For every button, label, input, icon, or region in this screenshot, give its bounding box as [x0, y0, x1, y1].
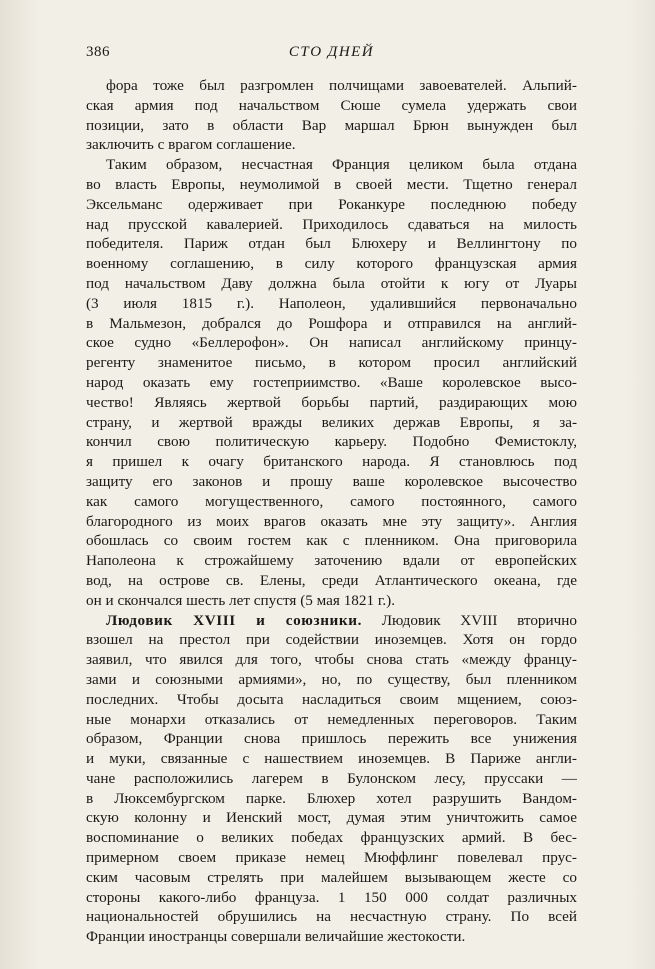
- text-line: во власть Европы, неумолимой в своей мести. Тщетно генерал: [86, 175, 577, 193]
- paragraph-first-line: [86, 611, 577, 631]
- text-line: регенту знаменитое письмо, в котором просил английский: [86, 354, 577, 372]
- text-line: последних. Чтобы досыта насладиться своим мщением, союз-: [86, 690, 577, 708]
- text-line: зами и союзными армиями», но, по существу, был пленником: [86, 670, 577, 688]
- paragraph: [86, 611, 577, 948]
- text-line: он и скончался шесть лет спустя (5 мая 1821 г.).: [86, 591, 396, 609]
- text-line: под начальством Даву должна была отойти к югу от Луары: [86, 274, 577, 292]
- book-page: [86, 44, 577, 947]
- section-heading: Людовик XVIII и союзники.: [106, 611, 363, 629]
- text-line: в Люксембургском парке. Блюхер хотел разрушить Вандом-: [86, 789, 577, 807]
- paragraph: [86, 155, 577, 610]
- text-line: Эксельманс одерживает при Роканкуре последнюю победу: [86, 195, 577, 213]
- text-line: примерном своем приказе немец Мюффлинг повелевал прус-: [86, 849, 577, 867]
- text-line: и муки, связанные с нашествием иноземцев. В Париже англи-: [86, 750, 577, 768]
- body-text: [86, 76, 577, 947]
- text-line: заявил, что явился для того, чтобы снова стать «между францу-: [86, 651, 577, 669]
- text-line: кончил свою политическую карьеру. Подобно Фемистоклу,: [86, 433, 577, 451]
- text-line: как самого могущественного, самого постоянного, самого: [86, 492, 577, 510]
- text-line: образом, Франции снова пришлось пережить все унижения: [86, 730, 577, 748]
- scan-shadow-left: [0, 0, 40, 969]
- page-number: 386: [86, 44, 110, 60]
- text-run: Людовик XVIII вторично: [362, 611, 577, 629]
- text-line: позиции, зато в области Вар маршал Брюн вынужден был: [86, 116, 577, 134]
- text-line: страну, и жертвой вражды великих держав Европы, я за-: [86, 413, 577, 431]
- text-line: чество! Являясь жертвой борьбы партий, раздирающих мою: [86, 393, 577, 411]
- text-line: народ оказать ему гостеприимство. «Ваше королевское высо-: [86, 373, 577, 391]
- text-line: благородного из моих врагов оказать мне эту защиту». Англия: [86, 512, 577, 530]
- text-line: победителя. Париж отдан был Блюхеру и Веллингтону по: [86, 235, 577, 253]
- scan-shadow-right: [627, 0, 655, 969]
- text-line: вод, на острове св. Елены, среди Атлантического океана, где: [86, 571, 577, 589]
- page-header: [86, 44, 577, 68]
- text-line: ская армия под начальством Сюше сумела удержать свои: [86, 96, 577, 114]
- text-line: стороны какого-либо француза. 1 150 000 солдат различных: [86, 888, 577, 906]
- text-line: заключить с врагом соглашение.: [86, 136, 296, 154]
- text-line: чане расположились лагерем в Булонском лесу, пруссаки —: [86, 769, 577, 787]
- text-line: ским часовым стрелять при малейшем вызывающем жесте со: [86, 868, 577, 886]
- text-line: национальностей обрушились на несчастную страну. По всей: [86, 908, 577, 926]
- text-line: я пришел к очагу британского народа. Я становлюсь под: [86, 453, 577, 471]
- text-line: фора тоже был разгромлен полчищами завоевателей. Альпий-: [106, 77, 577, 94]
- text-line: ское судно «Беллерофон». Он написал английскому принцу-: [86, 334, 577, 352]
- text-line: Таким образом, несчастная Франция целиком была отдана: [106, 156, 577, 174]
- text-line: Франции иностранцы совершали величайшие жестокости.: [86, 928, 466, 946]
- text-line: воспоминание о великих победах французских армий. В бес-: [86, 829, 577, 847]
- text-line: взошел на престол при содействии иноземцев. Хотя он гордо: [86, 631, 577, 649]
- paragraph: [86, 76, 577, 155]
- text-line: в Мальмезон, добрался до Рошфора и отправился на англий-: [86, 314, 577, 332]
- running-title: СТО ДНЕЙ: [288, 44, 375, 60]
- text-line: над прусской кавалерией. Приходилось сдаваться на милость: [86, 215, 577, 233]
- text-line: ные монархи отказались от немедленных переговоров. Таким: [86, 710, 577, 728]
- text-line: Наполеона к строжайшему заточению вдали от европейских: [86, 552, 577, 570]
- text-line: скую колонну и Иенский мост, думая этим уничтожить самое: [86, 809, 577, 827]
- text-line: защиту его законов и прошу ваше королевское высочество: [86, 472, 577, 490]
- text-line: (3 июля 1815 г.). Наполеон, удалившийся первоначально: [86, 294, 577, 312]
- text-line: обошлась со своим гостем как с пленником. Она приговорила: [86, 532, 577, 550]
- text-line: военному соглашению, в силу которого французская армия: [86, 255, 577, 273]
